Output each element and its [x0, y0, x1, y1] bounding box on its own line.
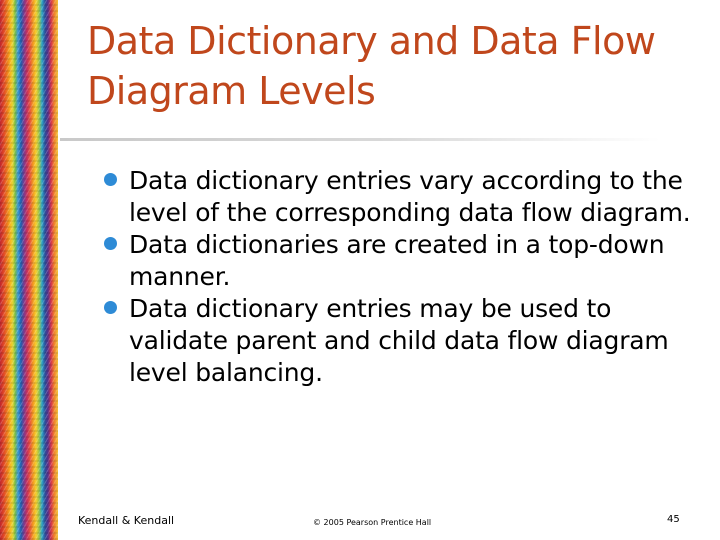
bullet-item	[102, 165, 712, 229]
bullet-list	[102, 165, 712, 389]
footer-page-number: 45	[667, 514, 680, 525]
title-divider	[60, 138, 660, 141]
footer-author: Kendall & Kendall	[78, 514, 175, 527]
footer-copyright: © 2005 Pearson Prentice Hall	[313, 518, 432, 527]
bullet-text: Data dictionaries are created in a top-down manner.	[129, 230, 665, 291]
bullet-item	[102, 229, 712, 293]
slide-title: Data Dictionary and Data Flow Diagram Levels	[87, 19, 656, 113]
bullet-dot-icon	[104, 301, 117, 314]
bullet-item	[102, 293, 712, 389]
decorative-stripe-band	[0, 0, 58, 540]
bullet-dot-icon	[104, 173, 117, 186]
bullet-dot-icon	[104, 237, 117, 250]
bullet-text: Data dictionary entries may be used to validate parent and child data flow diagram level balancing.	[129, 294, 669, 387]
bullet-text: Data dictionary entries vary according to the level of the corresponding data flow diagram.	[129, 166, 691, 227]
